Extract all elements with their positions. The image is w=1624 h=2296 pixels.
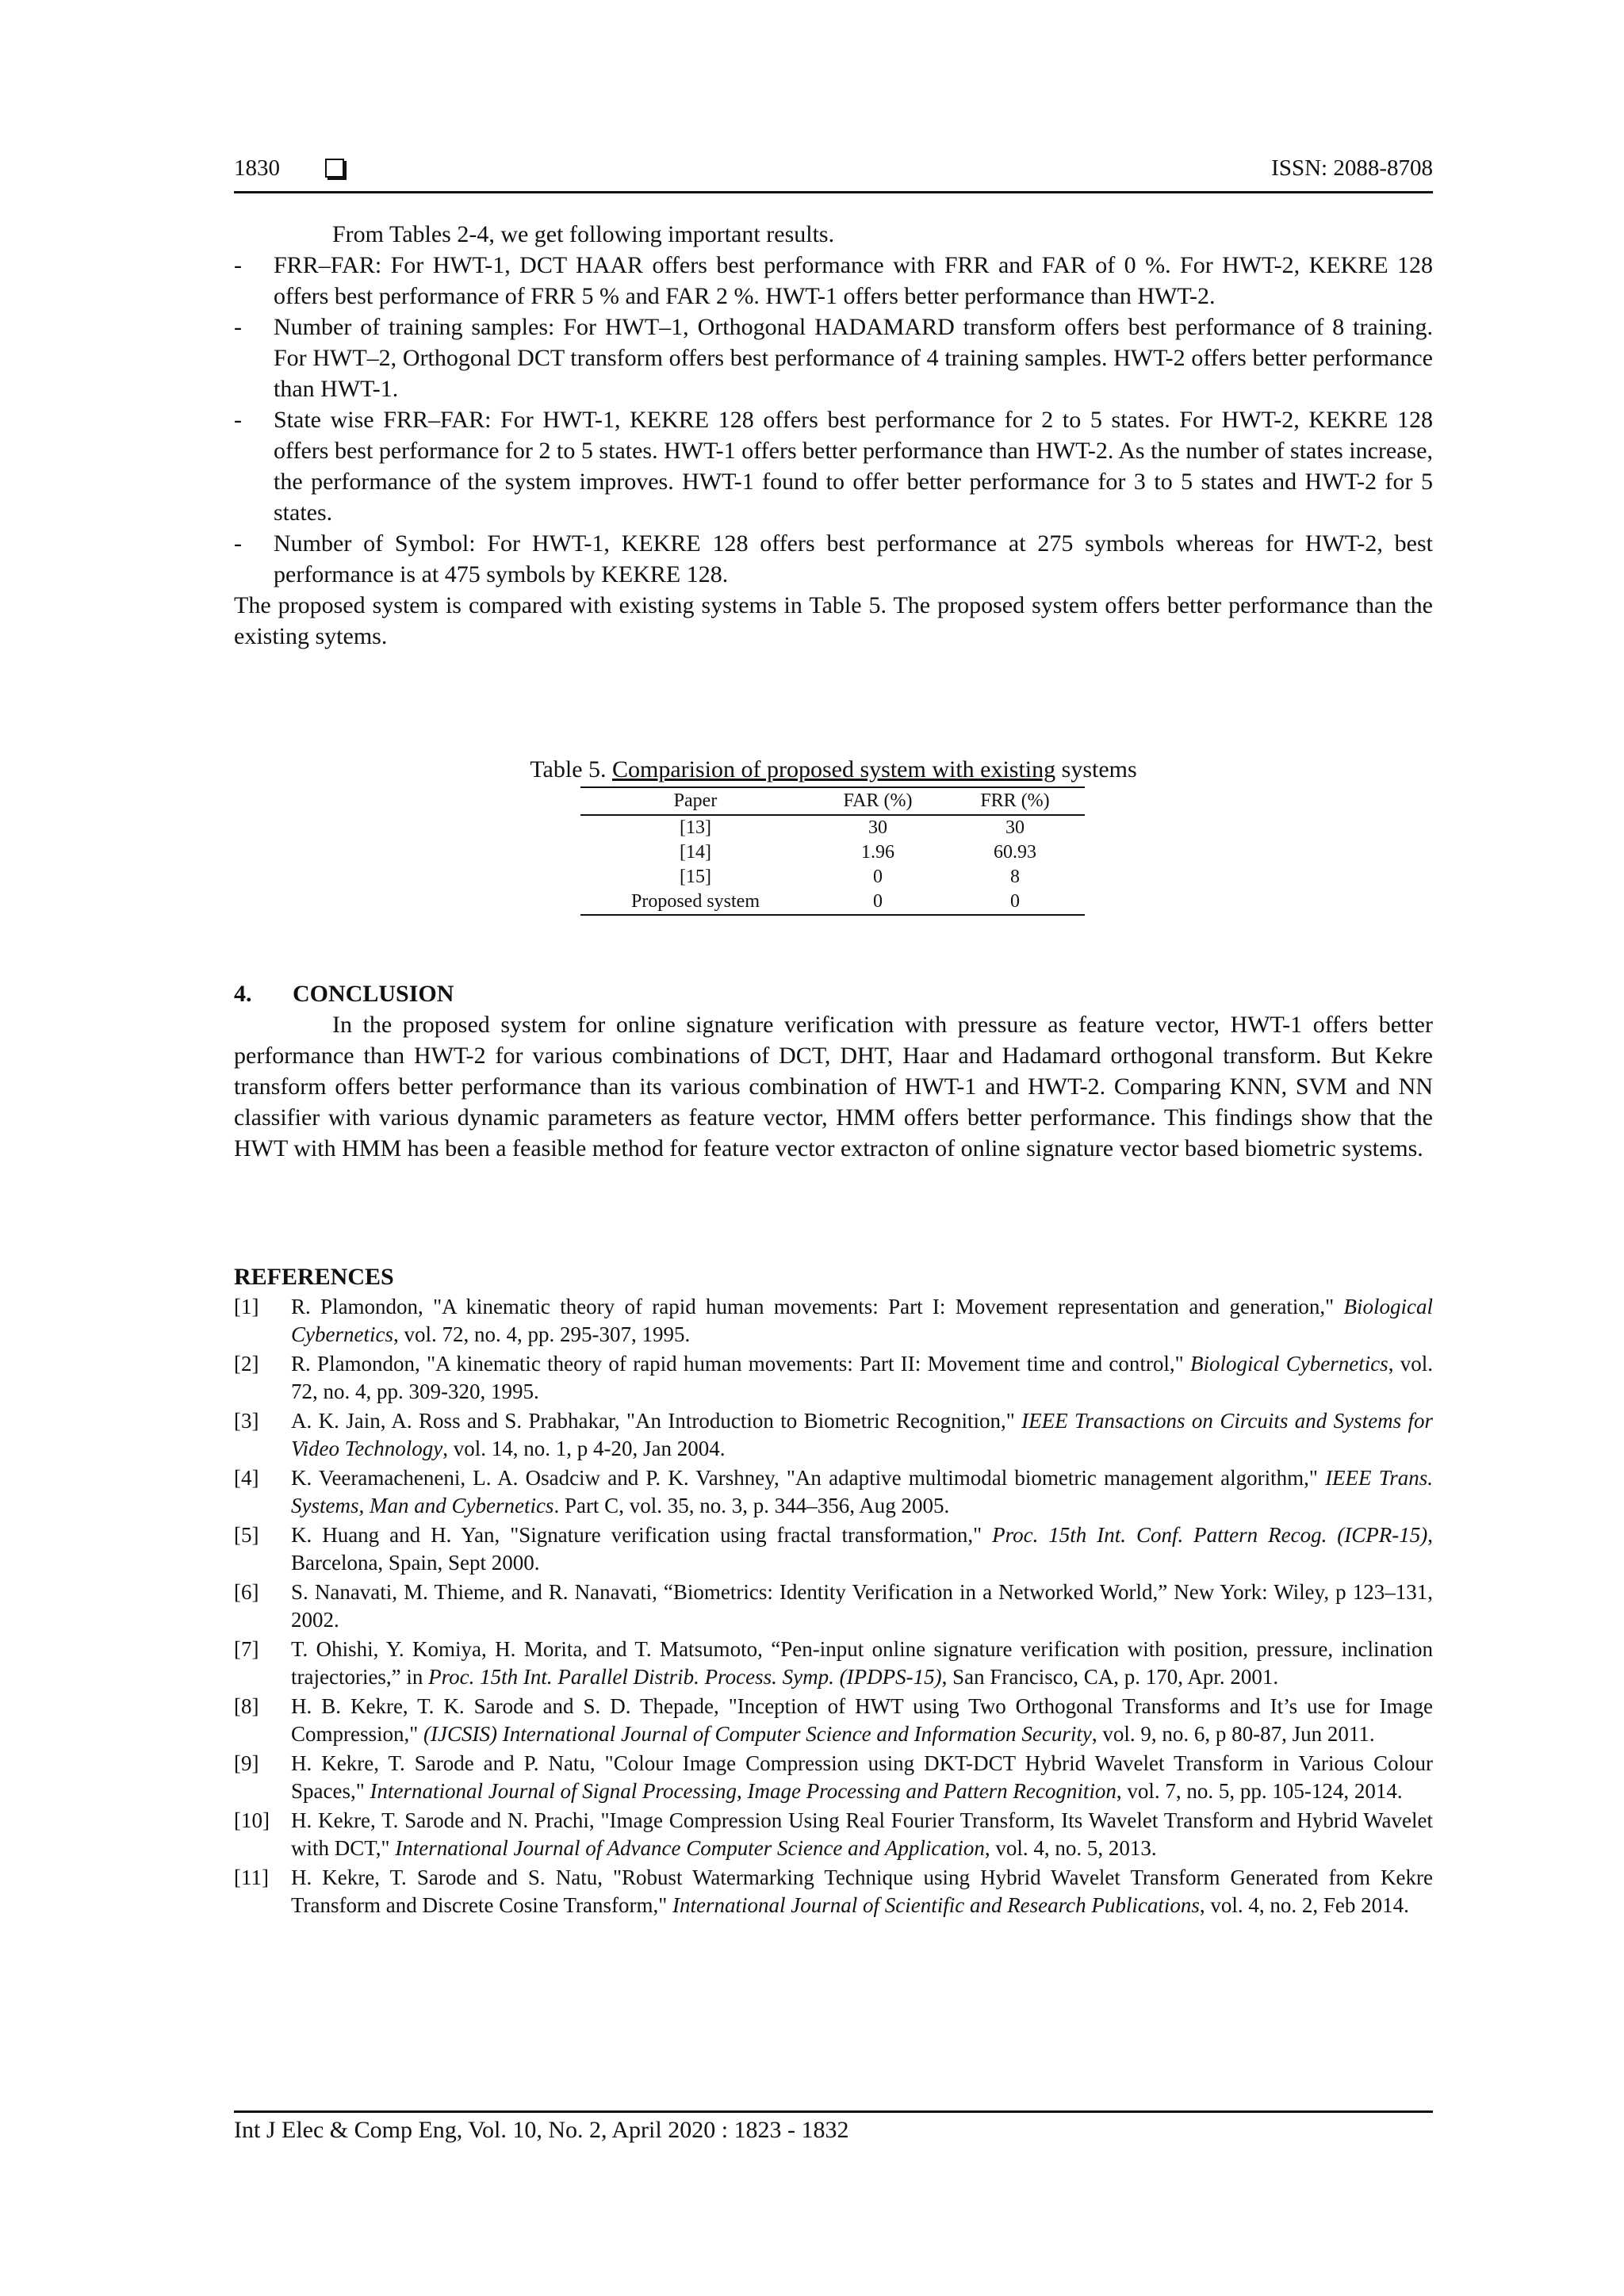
reference-item (234, 1693, 1433, 1749)
running-footer: Int J Elec & Comp Eng, Vol. 10, No. 2, April 2020 : 1823 - 1832 (234, 2117, 849, 2143)
results-section (234, 219, 1433, 652)
table-caption-title: Comparision of proposed system with existing (612, 756, 1056, 783)
reference-details: , vol. 7, no. 5, pp. 105-124, 2014. (1116, 1779, 1403, 1803)
reference-number: [4] (234, 1465, 259, 1490)
reference-number: [8] (234, 1693, 259, 1718)
reference-details: , vol. 72, no. 4, pp. 295-307, 1995. (393, 1322, 691, 1346)
reference-text: K. Veeramacheneni, L. A. Osadciw and P. K. Varshney, "An adaptive multimodal biometric management algorithm," (291, 1465, 1326, 1490)
reference-number: [2] (234, 1351, 259, 1376)
table-header-cell: FAR (%) (810, 787, 945, 815)
reference-details: , vol. 9, no. 6, p 80-87, Jun 2011. (1091, 1722, 1375, 1746)
running-header (234, 155, 1433, 195)
table-row (580, 890, 1085, 915)
results-item: - Number of training samples: For HWT–1, Orthogonal HADAMARD transform offers best performance of 8 training. For HWT–2, Orthogonal DCT transform offers best performance of 4 training samples. HWT-2 offers better performance than HWT-1. (234, 312, 1433, 404)
table-cell: 0 (810, 890, 945, 915)
section-title: CONCLUSION (293, 981, 454, 1007)
table-caption (234, 756, 1433, 783)
table-cell: Proposed system (580, 890, 810, 915)
table-cell: 30 (868, 817, 887, 838)
page-number: 1830 (234, 155, 280, 181)
table-header-cell: FRR (%) (945, 787, 1085, 815)
reference-venue: International Journal of Advance Computer Science and Application (395, 1836, 985, 1860)
results-item: - State wise FRR–FAR: For HWT-1, KEKRE 128 offers best performance for 2 to 5 states. For HWT-2, KEKRE 128 offers best performance for 2 to 5 states. HWT-1 offers better performance than HWT-2. As the number of states increase, the performance of the system improves. HWT-1 found to offer better performance for 3 to 5 states and HWT-2 for 5 states. (234, 404, 1433, 528)
table-caption-prefix: Table 5. (530, 756, 613, 783)
table-cell: 30 (1005, 817, 1025, 838)
reference-details: , San Francisco, CA, p. 170, Apr. 2001. (941, 1665, 1279, 1689)
header-rule (234, 191, 1433, 193)
reference-venue: IEEE Transactions on Circuits and Systems for Video Technology (291, 1408, 1433, 1460)
reference-number: [3] (234, 1408, 259, 1433)
table-cell: 0 (945, 890, 1085, 915)
conclusion-paragraph: In the proposed system for online signature verification with pressure as feature vector, HWT-1 offers better performance than HWT-2 for various combinations of DCT, DHT, Haar and Hadamard orthogonal transform. But Kekre transform offers better performance than its various combination of HWT-1 and HWT-2. Comparing KNN, SVM and NN classifier with various dynamic parameters as feature vector, HMM offers better performance. This findings show that the HWT with HMM has been a feasible method for feature vector extracton of online signature vector based biometric systems. (234, 1012, 1433, 1161)
reference-text: K. Huang and H. Yan, "Signature verification using fractal transformation," (291, 1522, 993, 1547)
reference-venue: International Journal of Signal Processing, Image Processing and Pattern Recognition (370, 1779, 1116, 1803)
comparison-paragraph: The proposed system is compared with existing systems in Table 5. The proposed system offers better performance than the existing sytems. (234, 592, 1433, 649)
reference-item (234, 1578, 1433, 1635)
reference-item (234, 1293, 1433, 1349)
reference-item (234, 1807, 1433, 1863)
results-item: - FRR–FAR: For HWT-1, DCT HAAR offers best performance with FRR and FAR of 0 %. For HWT-2, KEKRE 128 offers best performance of FRR 5 % and FAR 2 %. HWT-1 offers better performance than HWT-2. (234, 250, 1433, 312)
reference-text: R. Plamondon, "A kinematic theory of rapid human movements: Part II: Movement time and control," (291, 1351, 1190, 1376)
table-header-cell: Paper (580, 787, 810, 815)
reference-details: , vol. 14, no. 1, p 4-20, Jan 2004. (442, 1437, 726, 1460)
reference-venue: International Journal of Scientific and Research Publications (672, 1893, 1200, 1917)
results-intro: From Tables 2-4, we get following important results. (332, 221, 835, 247)
reference-number: [1] (234, 1294, 259, 1318)
references-heading: REFERENCES (234, 1264, 394, 1290)
reference-details: , vol. 4, no. 5, 2013. (984, 1836, 1157, 1860)
table-header-row (580, 787, 1085, 815)
reference-text: H. Kekre, T. Sarode and P. Natu, "Colour Image Compression using DKT-DCT Hybrid Wavelet Transform in Various Colour Spaces," (291, 1751, 1433, 1803)
reference-text: R. Plamondon, "A kinematic theory of rapid human movements: Part I: Movement representation and generation," (291, 1294, 1344, 1318)
reference-number: [7] (234, 1636, 259, 1661)
conclusion-section (234, 978, 1433, 1164)
reference-details: , vol. 72, no. 4, pp. 309-320, 1995. (291, 1351, 1433, 1403)
reference-number: [10] (234, 1808, 270, 1832)
table-caption-suffix: systems (1055, 756, 1137, 783)
reference-venue: Proc. 15th Int. Conf. Pattern Recog. (ICPR-15) (992, 1522, 1428, 1547)
reference-item (234, 1636, 1433, 1692)
comparison-table (580, 786, 1085, 916)
table-row (580, 840, 1085, 865)
reference-venue: Proc. 15th Int. Parallel Distrib. Process. Symp. (IPDPS-15) (428, 1665, 942, 1689)
table-cell: 0 (873, 867, 883, 887)
reference-number: [11] (234, 1865, 269, 1889)
reference-item (234, 1864, 1433, 1920)
results-list (234, 250, 1433, 590)
reference-item (234, 1750, 1433, 1806)
reference-venue: (IJCSIS) International Journal of Computer Science and Information Security (423, 1722, 1092, 1746)
table-row (580, 815, 1085, 840)
table-cell: [14] (680, 842, 711, 863)
reference-number: [9] (234, 1751, 259, 1775)
reference-details: . Part C, vol. 35, no. 3, p. 344–356, Aug 2005. (553, 1494, 950, 1517)
footer-rule (234, 2110, 1433, 2113)
reference-text: S. Nanavati, M. Thieme, and R. Nanavati, “Biometrics: Identity Verification in a Networked World,” New York: Wiley, p 123–131, 2002. (291, 1579, 1433, 1632)
reference-item (234, 1521, 1433, 1578)
references-section (234, 1263, 1433, 1921)
reference-details: , vol. 4, no. 2, Feb 2014. (1199, 1893, 1409, 1917)
issn: ISSN: 2088-8708 (1271, 155, 1433, 181)
table-cell: 1.96 (861, 842, 894, 863)
reference-text: A. K. Jain, A. Ross and S. Prabhakar, "An Introduction to Biometric Recognition," (291, 1408, 1022, 1433)
section-heading (234, 978, 1433, 1009)
reference-venue: IEEE Trans. Systems, Man and Cybernetics (291, 1465, 1433, 1517)
table-cell: 60.93 (994, 842, 1036, 863)
table-cell: 8 (1010, 867, 1020, 887)
results-item: - Number of Symbol: For HWT-1, KEKRE 128 offers best performance at 275 symbols whereas for HWT-2, best performance is at 475 symbols by KEKRE 128. (234, 528, 1433, 590)
table-cell: [13] (680, 817, 711, 838)
reference-text: H. B. Kekre, T. K. Sarode and S. D. Thepade, "Inception of HWT using Two Orthogonal Transforms and It’s use for Image Compression," (291, 1693, 1433, 1746)
reference-details: , Barcelona, Spain, Sept 2000. (291, 1522, 1433, 1575)
reference-item (234, 1407, 1433, 1464)
checkbox-glyph-icon (325, 159, 344, 178)
section-number: 4. (234, 981, 252, 1007)
reference-text: H. Kekre, T. Sarode and N. Prachi, "Image Compression Using Real Fourier Transform, Its Wavelet Transform and Hybrid Wavelet with DCT," (291, 1808, 1433, 1860)
reference-venue: Biological Cybernetics (1189, 1351, 1388, 1376)
reference-number: [5] (234, 1522, 259, 1547)
table-cell: [15] (680, 867, 711, 887)
table-row (580, 865, 1085, 890)
reference-number: [6] (234, 1579, 259, 1604)
reference-item (234, 1464, 1433, 1521)
reference-text: T. Ohishi, Y. Komiya, H. Morita, and T. Matsumoto, “Pen-input online signature verification with position, pressure, inclination trajectories,” in (291, 1636, 1433, 1689)
reference-venue: Biological Cybernetics (291, 1294, 1433, 1346)
reference-text: H. Kekre, T. Sarode and S. Natu, "Robust Watermarking Technique using Hybrid Wavelet Transform Generated from Kekre Transform and Discrete Cosine Transform," (291, 1865, 1433, 1917)
reference-item (234, 1350, 1433, 1406)
